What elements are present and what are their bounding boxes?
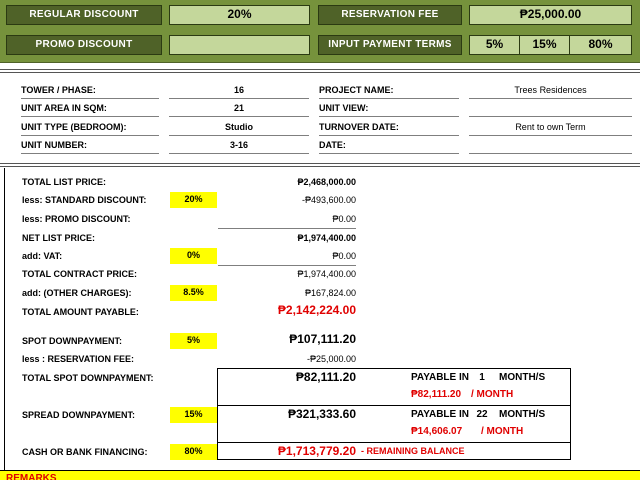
turnover-label: TURNOVER DATE: [319,121,459,136]
other-charges-pct: 8.5% [170,285,217,301]
vat-value: ₱0.00 [218,250,356,266]
total-spot-value: ₱82,111.20 [295,370,356,384]
net-list-price-value: ₱1,974,400.00 [297,233,356,243]
unit-number-label: UNIT NUMBER: [21,139,159,154]
divider-line [0,163,640,164]
term-spread-input[interactable]: 15% [519,35,570,55]
divider-line [0,69,640,70]
tcp-value: ₱1,974,400.00 [297,269,356,279]
unit-view-label: UNIT VIEW: [319,102,459,117]
term-spot-input[interactable]: 5% [469,35,520,55]
less-reservation-label: less : RESERVATION FEE: [22,354,135,364]
spread-dp-pct: 15% [170,407,217,423]
spread-months-value: 22 [476,409,488,420]
promo-discount-row-value: ₱0.00 [218,213,356,229]
less-reservation-value: -₱25,000.00 [306,354,356,364]
spot-dp-label: SPOT DOWNPAYMENT: [22,336,123,346]
remaining-balance-label: - REMAINING BALANCE [361,446,465,456]
tcp-label: TOTAL CONTRACT PRICE: [22,269,137,279]
other-charges-label: add: (OTHER CHARGES): [22,288,132,298]
financing-label: CASH OR BANK FINANCING: [22,447,148,457]
remarks-label: REMARKS [6,473,57,480]
spot-per-month: / MONTH [471,389,514,400]
date-label: DATE: [319,139,459,154]
spot-months-value: 1 [479,372,485,383]
turnover-value: Rent to own Term [469,121,632,136]
unit-type-label: UNIT TYPE (BEDROOM): [21,121,159,136]
financing-pct: 80% [170,444,217,460]
total-spot-label: TOTAL SPOT DOWNPAYMENT: [22,373,154,383]
promo-discount-row-label: less: PROMO DISCOUNT: [22,214,131,224]
term-financing-input[interactable]: 80% [569,35,632,55]
spread-payable-in-label: PAYABLE IN [411,409,469,420]
spot-dp-value: ₱107,111.20 [289,332,356,346]
financing-value: ₱1,713,779.20 [277,444,356,458]
area-value: 21 [169,102,309,117]
regular-discount-label: REGULAR DISCOUNT [6,5,162,25]
other-charges-value: ₱167,824.00 [304,288,356,298]
section-border [4,168,5,472]
divider-line [0,72,640,73]
total-payable-value: ₱2,142,224.00 [277,303,356,317]
spread-per-month: / MONTH [481,426,524,437]
spot-payable-in-label: PAYABLE IN [411,372,469,383]
total-list-price-value: ₱2,468,000.00 [297,177,356,187]
project-value: Trees Residences [469,84,632,99]
spot-month-unit: MONTH/S [499,372,546,383]
vat-label: add: VAT: [22,251,63,261]
tower-value: 16 [169,84,309,99]
net-list-price-label: NET LIST PRICE: [22,233,96,243]
reservation-fee-label: RESERVATION FEE [318,5,462,25]
remarks-bar [0,470,640,480]
standard-discount-label: less: STANDARD DISCOUNT: [22,195,147,205]
spread-monthly-amount: ₱14,606.07 [411,426,463,437]
project-label: PROJECT NAME: [319,84,459,99]
total-list-price-label: TOTAL LIST PRICE: [22,177,107,187]
unit-view-value [469,102,632,117]
spot-monthly-amount: ₱82,111.20 [411,389,462,400]
spread-dp-value: ₱321,333.60 [287,407,356,421]
unit-number-value: 3-16 [169,139,309,154]
spread-dp-label: SPREAD DOWNPAYMENT: [22,410,136,420]
unit-type-value: Studio [169,121,309,136]
regular-discount-input[interactable]: 20% [169,5,310,25]
promo-discount-input[interactable] [169,35,310,55]
total-payable-label: TOTAL AMOUNT PAYABLE: [22,307,139,317]
reservation-fee-input[interactable]: ₱25,000.00 [469,5,632,25]
promo-discount-label: PROMO DISCOUNT [6,35,162,55]
tower-label: TOWER / PHASE: [21,84,159,99]
payment-terms-label: INPUT PAYMENT TERMS [318,35,462,55]
standard-discount-pct: 20% [170,192,217,208]
area-label: UNIT AREA IN SQM: [21,102,159,117]
spot-dp-pct: 5% [170,333,217,349]
divider-line [0,166,640,167]
date-value [469,139,632,154]
vat-pct: 0% [170,248,217,264]
spread-month-unit: MONTH/S [499,409,546,420]
standard-discount-value: -₱493,600.00 [301,195,356,205]
